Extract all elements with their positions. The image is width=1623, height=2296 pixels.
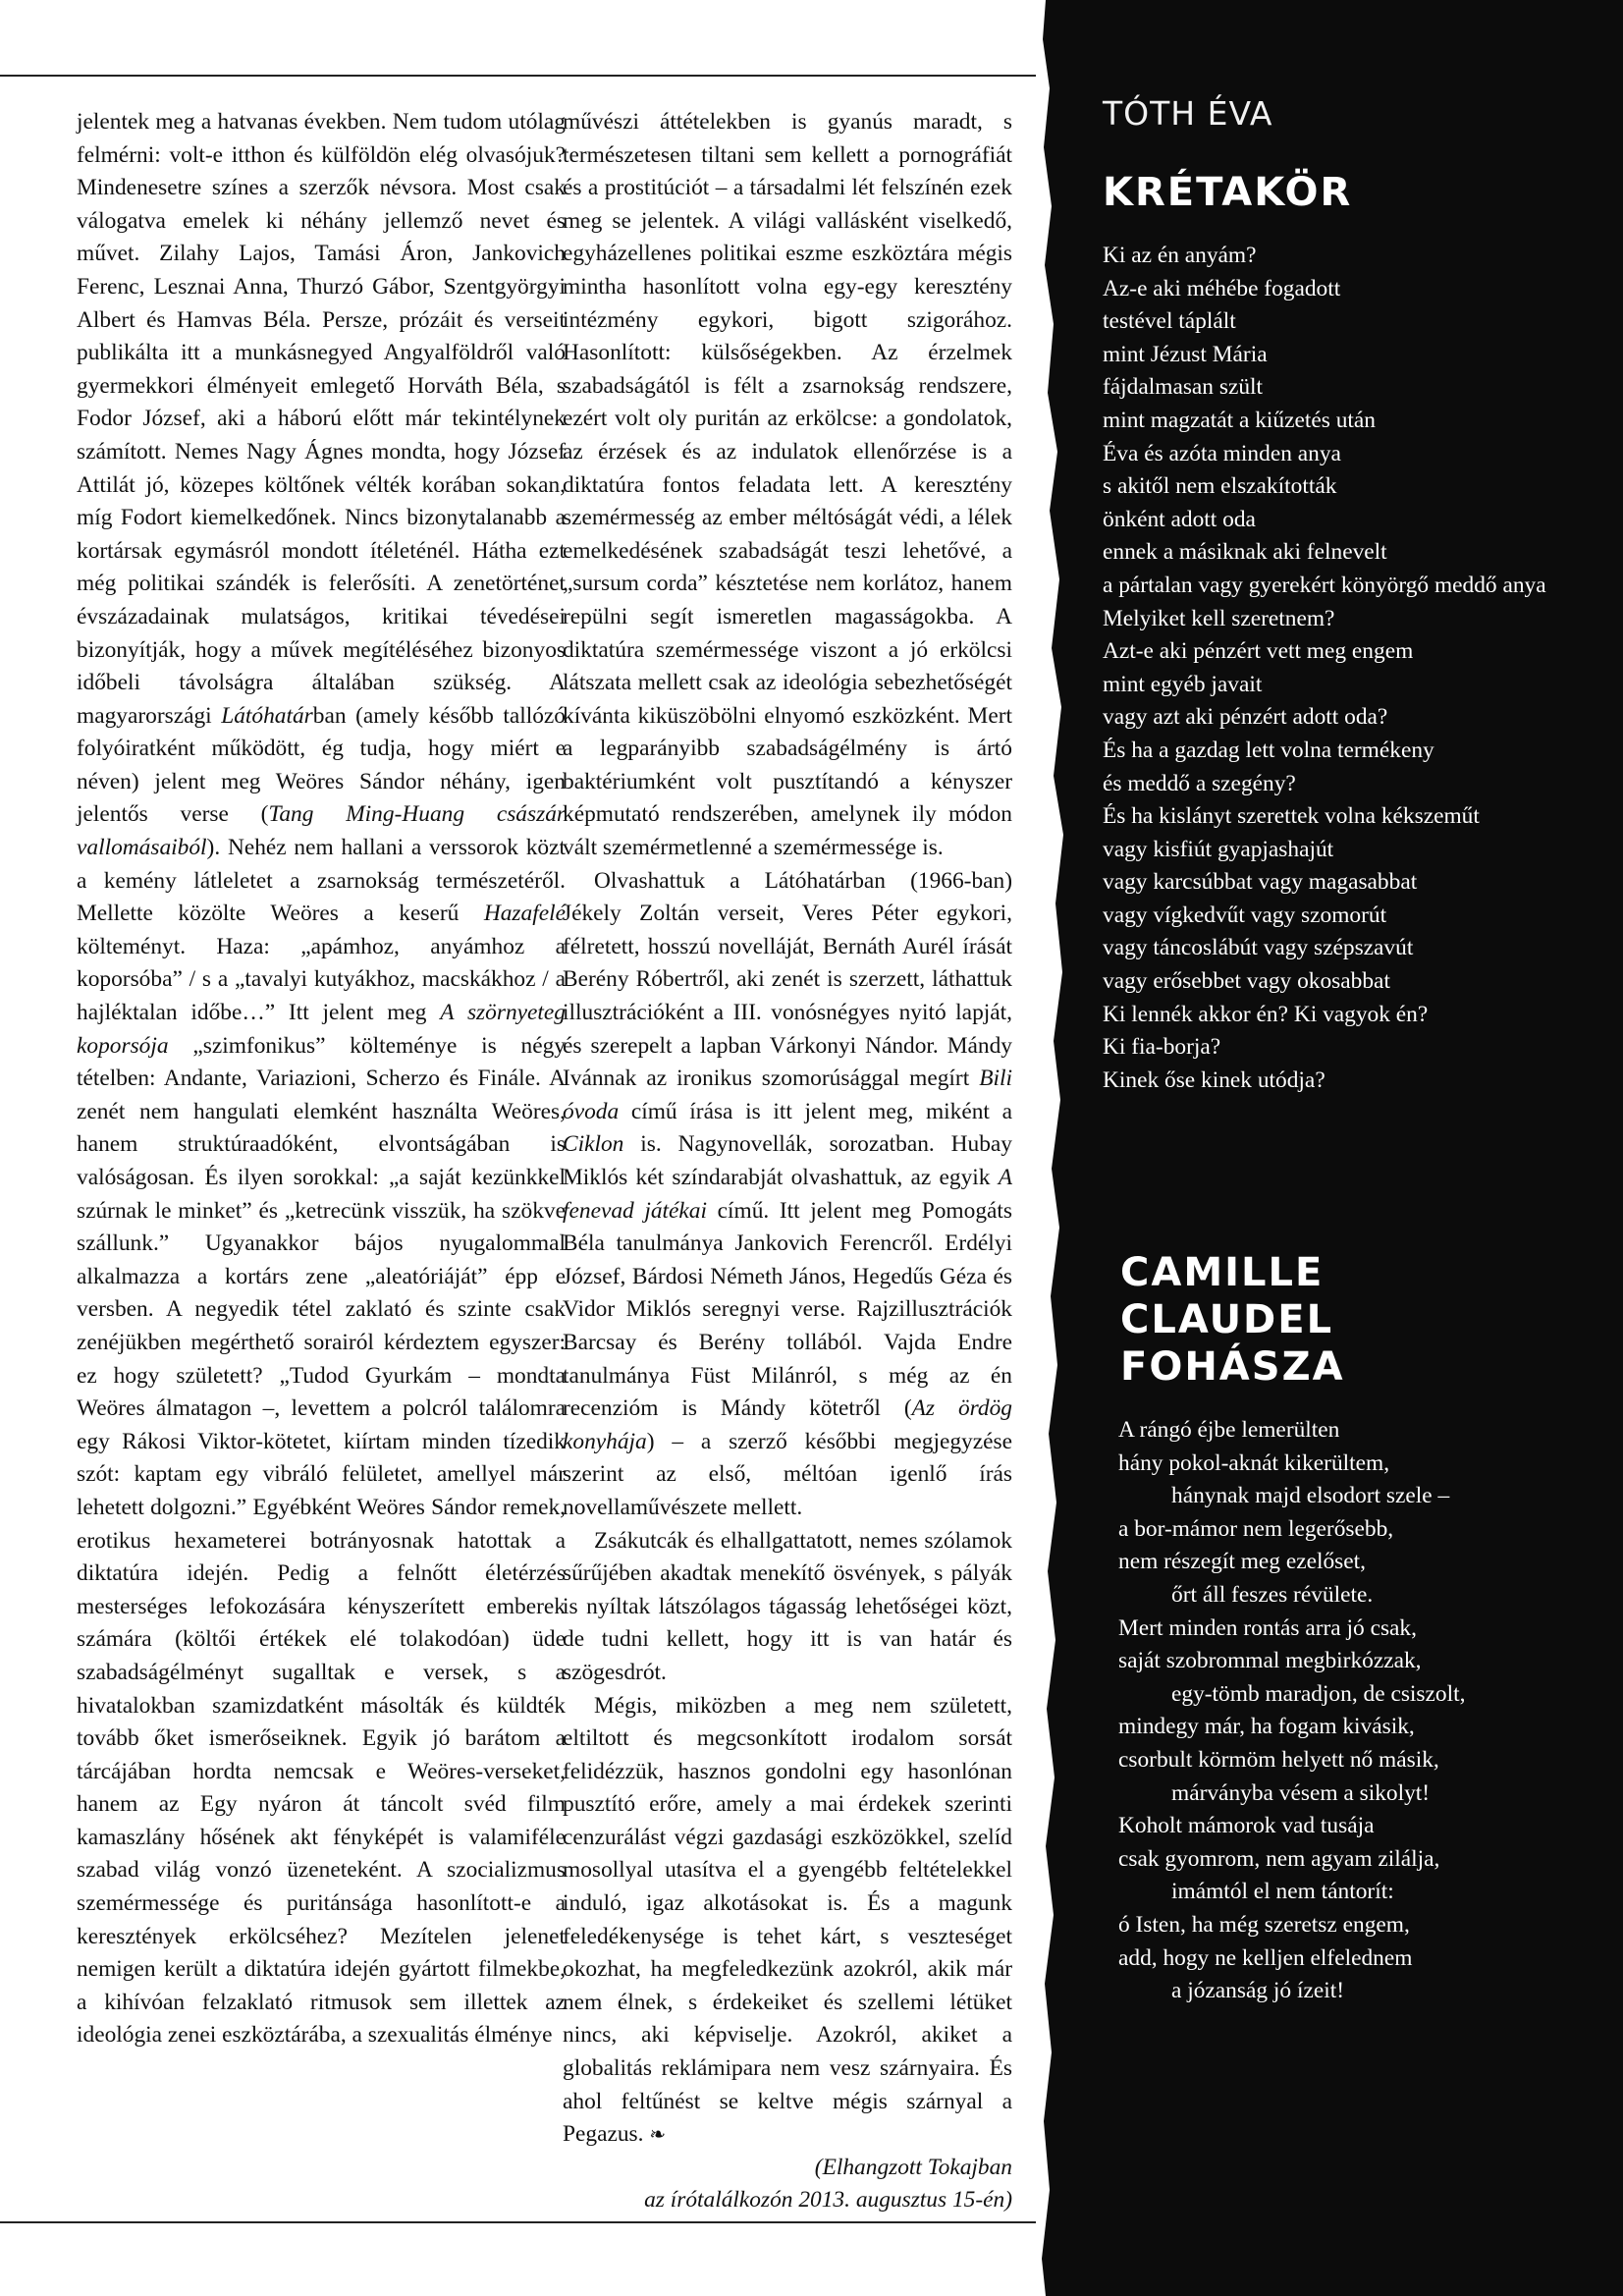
poem-line: hánynak majd elsodort szele – — [1171, 1483, 1450, 1509]
poem-line: Ki az én anyám? — [1103, 243, 1257, 268]
poem-title-camille-claudel — [1120, 1249, 1345, 1391]
article-column-2 — [563, 106, 1012, 2217]
poem-line: vagy vígkedvűt vagy szomorút — [1103, 902, 1387, 928]
poem-line: Ki lennék akkor én? Ki vagyok én? — [1103, 1001, 1429, 1027]
top-rule — [0, 75, 1041, 77]
poem-line: Mert minden rontás arra jó csak, — [1118, 1614, 1417, 1641]
poem-line: egy-tömb maradjon, de csiszolt, — [1171, 1680, 1466, 1707]
poem-line: fájdalmasan szült — [1103, 374, 1264, 401]
poem-line: a bor-mámor nem legerősebb, — [1118, 1515, 1394, 1542]
poem-line: hány pokol-aknát kikerültem, — [1118, 1449, 1390, 1476]
col2-paragraph-1: művészi áttételekben is gyanús maradt, s természetesen tiltani sem kellett a pornográfiát és a prostitúciót – a társadalmi lét felszínén ezek meg se jelentek. A világi vallásként viselkedő, egyházellenes politikai eszme eszköztára mégis mintha hasonlított volna egy-egy keresztény intézmény egykori, bigott szigorához. Hasonlított: külsőségekben. Az érzelmek szabadságától is félt a zsarnokság rendszere, ezért volt oly puritán az erkölcse: a gondolatok, az érzések és az indulatok ellenőrzése is a diktatúra fontos feladata lett. A keresztény szemérmesség az ember méltóságát védi, a lélek emelkedésének szabadságát teszi lehetővé, a „sursum corda” késztetése nem korlátoz, hanem repülni segít ismeretlen magasságokba. A diktatúra szemérmessége viszont a jó erkölcsi látszata mellett csak az ideológia sebezhetőségét kívánta kiküszöbölni elnyomó eszközként. Mert a legparányibb szabadságélmény is ártó baktériumként volt pusztítandó a kényszer képmutató rendszerében, amelynek ily módon vált szemérmetlenné a szemérmessége is. — [563, 109, 1012, 861]
poem-line: a józanság jó ízeit! — [1171, 1978, 1345, 2004]
poem-line: csorbult körmöm helyett nő másik, — [1118, 1746, 1439, 1773]
poem-line: add, hogy ne kelljen elfelednem — [1118, 1944, 1413, 1971]
poem-line: vagy kisfiút gyapjashajút — [1103, 836, 1334, 862]
poem-line: önként adott oda — [1103, 506, 1256, 532]
poem-line: vagy azt aki pénzért adott oda? — [1103, 704, 1388, 731]
poem-line: A rángó éjbe lemerülten — [1118, 1417, 1340, 1443]
poem-title-kretakor: KRÉTAKÖR — [1103, 170, 1353, 215]
bottom-rule — [0, 2221, 1060, 2223]
poem-line: ennek a másiknak aki felnevelt — [1103, 539, 1387, 566]
poem-kretakor — [1103, 240, 1546, 1097]
poem-line: Azt-e aki pénzért vett meg engem — [1103, 638, 1414, 665]
col2-paragraph-2: Olvashattuk a Látóhatárban (1966-ban) Jékely Zoltán verseit, Veres Péter egykori, félretett, hosszú novelláját, Bernáth Aurél írását Berény Róbertről, aki zenét is szerzett, láthattuk illusztrációként a III. vonósnégyes nyitó lapját, és szerepelt a lapban Várkonyi Nándor. Mándy Ivánnak az ironikus szomorúsággal megírt Bili óvoda című írása is itt jelent meg, miként a Ciklon is. Nagynovellák, sorozatban. Hubay Miklós két színdarabját olvashattuk, az egyik A fenevad játékai című. Itt jelent meg Pomogáts Béla tanulmánya Jankovich Ferencről. Erdélyi József, Bárdosi Németh János, Hegedűs Géza és Vidor Miklós seregnyi verse. Rajzillusztrációk Barcsay és Berény tollából. Vajda Endre tanulmánya Füst Milánról, s még az én recenzióm is Mándy kötetről (Az ördög konyhája) – a szerző későbbi megjegyzése szerint az első, méltóan igenlő írás novellaművészete mellett. — [563, 867, 1013, 1520]
poem-line: a pártalan vagy gyerekért könyörgő meddő anya — [1103, 572, 1546, 598]
title-line: CLAUDEL — [1120, 1297, 1334, 1342]
poem-line: Éva és azóta minden anya — [1103, 440, 1341, 466]
poem-line: vagy táncoslábút vagy szépszavút — [1103, 935, 1414, 961]
poem-line: s akitől nem elszakították — [1103, 473, 1337, 500]
signature-line-2: az írótalálkozón 2013. augusztus 15-én) — [644, 2187, 1012, 2214]
poem-line: És ha a gazdag lett volna termékeny — [1103, 737, 1434, 763]
poem-line: És ha kislányt szerettek volna kékszeműt — [1103, 803, 1480, 830]
end-mark-icon: ❧ — [649, 2122, 667, 2147]
poem-line: mint magzatát a kiűzetés után — [1103, 407, 1376, 433]
poem-author: TÓTH ÉVA — [1103, 94, 1273, 133]
poem-line: nem részegít meg ezelőset, — [1118, 1549, 1366, 1575]
poem-line: mint egyéb javait — [1103, 671, 1263, 697]
title-line: CAMILLE — [1120, 1250, 1325, 1295]
poem-camille-claudel — [1118, 1414, 1465, 2008]
poem-line: vagy karcsúbbat vagy magasabbat — [1103, 869, 1418, 896]
poem-line: Kinek őse kinek utódja? — [1103, 1066, 1325, 1093]
signature-line-1: (Elhangzott Tokajban — [814, 2154, 1012, 2180]
poem-line: Az-e aki méhébe fogadott — [1103, 275, 1341, 301]
poem-line: saját szobrommal megbirkózzak, — [1118, 1648, 1422, 1674]
poem-line: Ki fia-borja? — [1103, 1034, 1221, 1061]
poem-line: és meddő a szegény? — [1103, 770, 1296, 796]
col1-paragraph: jelentek meg a hatvanas években. Nem tudom utólag felmérni: volt-e itthon és külföldön elég olvasójuk? Mindenesetre színes a szerzők névsora. Most csak válogatva emelek ki néhány jellemző nevet és művet. Zilahy Lajos, Tamási Áron, Jankovich Ferenc, Lesznai Anna, Thurzó Gábor, Szentgyörgyi Albert és Hamvas Béla. Persze, prózáit és verseit publikálta itt a munkásnegyed Angyalföldről való gyermekkori élményeit emlegető Horváth Béla, s Fodor József, aki a háború előtt már tekintélynek számított. Nemes Nagy Ágnes mondta, hogy József Attilát jó, közepes költőnek vélték korában sokan, míg Fodort kiemelkedőnek. Nincs bizonytalanabb a kortársak egymásról mondott ítéleténél. Hátha ezt még politikai szándék is felerősíti. A zenetörténet évszázadainak mulatságos, kritikai tévedései bizonyítják, hogy a művek megítéléséhez bizonyos időbeli távolságra általában szükség. A magyarországi Látóhatárban (amely később tallózó folyóiratként működött, ég tudja, hogy miért e néven) jelent meg Weöres Sándor néhány, igen jelentős verse (Tang Ming-Huang császár vallomásaiból). Nehéz nem hallani a verssorok közt a kemény látleletet a zsarnokság természetéről. Mellette közölte Weöres a keserű Hazafelé költeményt. Haza: „apámhoz, anyámhoz a koporsóba” / s a „tavalyi kutyákhoz, macskákhoz / a hajléktalan időbe…” Itt jelent meg A szörnyeteg koporsója „szimfonikus” költeménye is négy tételben: Andante, Variazioni, Scherzo és Finále. A zenét nem hangulati elemként használta Weöres, hanem struktúraadóként, elvontságában is valóságosan. És ilyen sorokkal: „a saját kezünkkel szúrnak le minket” és „ketrecünk visszük, ha szökve szállunk.” Ugyanakkor bájos nyugalommal alkalmazza a kortárs zene „aleatóriáját” épp e versben. A negyedik tétel zaklató és szinte csak zenéjükben megérthető sorairól kérdeztem egyszer: ez hogy született? „Tudod Gyurkám – mondta Weöres álmatagon –, levettem a polcról találomra egy Rákosi Viktor-kötetet, kiírtam minden tízedik szót: kaptam egy vibráló felületet, amellyel már lehetett dolgozni.” Egyébként Weöres Sándor remek, erotikus hexameterei botrányosnak hatottak a diktatúra idején. Pedig a felnőtt életérzés mesterséges lefokozására kényszerített emberek számára (költői értékek elé tolakodóan) üde szabadságélményt sugalltak e versek, s a hivatalokban szamizdatként másolták és küldték tovább őket ismerőseiknek. Egyik jó barátom a tárcájában hordta nemcsak e Weöres-verseket, hanem az Egy nyáron át táncolt svéd film kamaszlány hősének akt fényképét is valamiféle szabad világ vonzó üzeneteként. A szocializmus szemérmessége és puritánsága hasonlított-e a keresztények erkölcséhez? Mezítelen jelenet nemigen került a diktatúra idején gyártott filmekbe, a kihívóan felzaklató ritmusok sem illettek az ideológia zenei eszköztárába, a szexualitás élménye — [77, 109, 566, 2049]
poem-line: ó Isten, ha még szeretsz engem, — [1118, 1911, 1410, 1938]
poem-line: márványba vésem a sikolyt! — [1171, 1779, 1431, 1806]
poem-line: őrt áll feszes révülete. — [1171, 1581, 1374, 1608]
poem-line: testével táplált — [1103, 308, 1236, 335]
col2-paragraph-4: Mégis, miközben a meg nem született, eltiltott és megcsonkított irodalom sorsát felidézzük, hasznos gondolni egy hasonlónan pusztító erőre, amely a mai érdekek szerinti cenzurálást végzi gazdasági eszközökkel, szelíd mosollyal utasítva el a gyengébb feltételekkel induló, igaz alkotásokat is. És a magunk feledékenysége is tehet kárt, s veszteséget okozhat, ha megfeledkezünk azokról, akik már nem élnek, s érdekeiket és szellemi létüket nincs, aki képviselje. Azokról, akiket a globalitás reklámipara nem vesz szárnyaira. És ahol feltűnést se keltve mégis szárnyal a Pegazus. ❧ — [563, 1692, 1012, 2148]
poem-line: Melyiket kell szeretnem? — [1103, 605, 1335, 631]
poem-line: imámtól el nem tántorít: — [1171, 1879, 1394, 1905]
poem-line: mindegy már, ha fogam kivásik, — [1118, 1714, 1415, 1740]
poem-line: csak gyomrom, nem agyam zilálja, — [1118, 1845, 1440, 1872]
poem-line: mint Jézust Mária — [1103, 341, 1268, 367]
title-line: FOHÁSZA — [1120, 1344, 1345, 1390]
poem-line: vagy erősebbet vagy okosabbat — [1103, 968, 1390, 995]
col2-paragraph-3: Zsákutcák és elhallgattatott, nemes szólamok sűrűjében akadtak menekítő ösvények, s pályák is nyíltak látszólagos tágasság lehetőségei közt, de tudni kellett, hogy itt is van határ és szögesdrót. — [563, 1527, 1012, 1685]
article-column-1 — [77, 106, 566, 2052]
poem-line: Koholt mámorok vad tusája — [1118, 1813, 1375, 1839]
